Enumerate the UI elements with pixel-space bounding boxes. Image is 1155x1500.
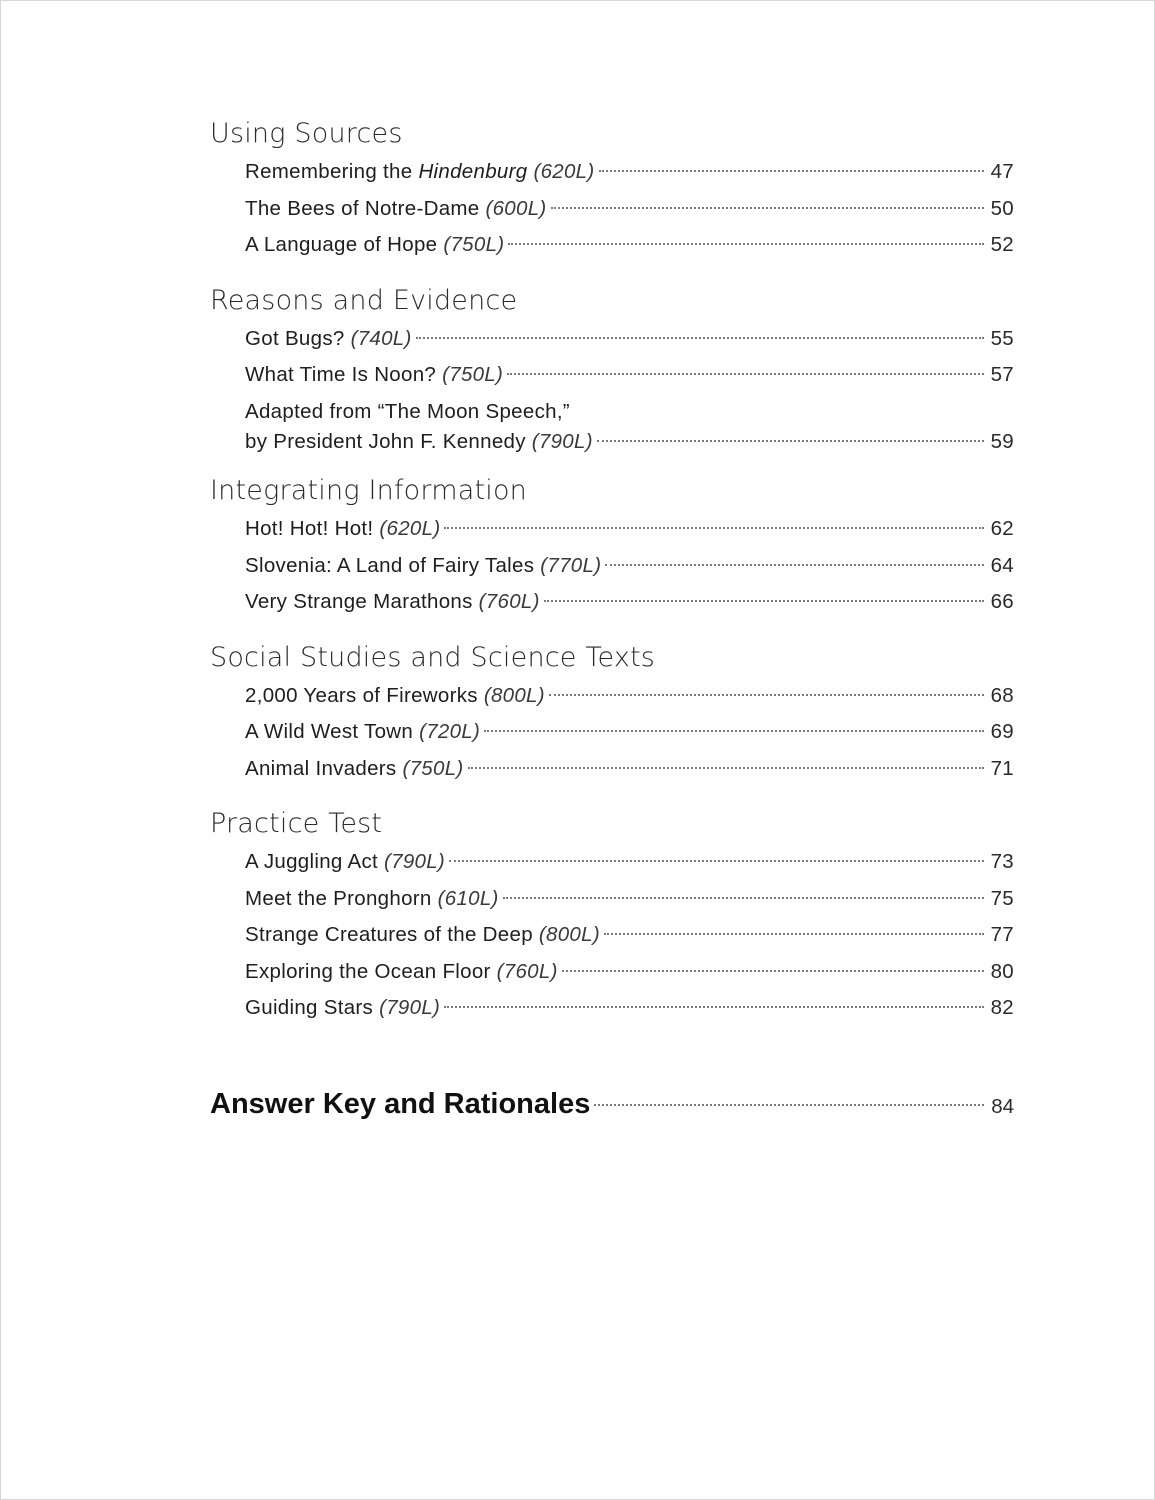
- toc-entry[interactable]: [210, 881, 1014, 918]
- toc-entry[interactable]: [210, 751, 1014, 788]
- toc-section-using-sources: [210, 114, 1014, 264]
- entry-title: Hot! Hot! Hot!: [245, 517, 374, 540]
- dot-leader: [508, 243, 984, 245]
- dot-leader: [444, 1006, 984, 1008]
- lexile-level: (790L): [384, 850, 446, 873]
- section-title: Practice Test: [210, 808, 383, 839]
- lexile-level: (790L): [531, 430, 593, 453]
- page-number: 69: [990, 720, 1014, 743]
- toc-entry[interactable]: [210, 357, 1014, 394]
- dot-leader: [449, 860, 984, 862]
- dot-leader: [605, 564, 984, 566]
- lexile-level: (790L): [379, 996, 441, 1019]
- dot-leader: [597, 440, 984, 442]
- table-of-contents: [210, 114, 1014, 1044]
- page-number: 77: [990, 923, 1014, 946]
- entry-title: Slovenia: A Land of Fairy Tales: [245, 553, 535, 577]
- lexile-level: (740L): [350, 326, 412, 350]
- page-number: 50: [990, 196, 1014, 220]
- toc-section-integrating-information: [210, 471, 1014, 621]
- page-number: 84: [991, 1095, 1014, 1118]
- entry-title: What Time Is Noon?: [245, 363, 437, 386]
- page-number: 73: [990, 850, 1014, 873]
- toc-entry[interactable]: [210, 954, 1014, 991]
- section-title: Social Studies and Science Texts: [210, 641, 656, 673]
- entry-title: Animal Invaders: [245, 756, 397, 780]
- dot-leader: [562, 970, 984, 972]
- lexile-level: (620L): [379, 517, 441, 540]
- page-number: 80: [990, 959, 1014, 983]
- page-number: 64: [990, 553, 1014, 577]
- dot-leader: [444, 527, 984, 529]
- answer-key-title: Answer Key and Rationales: [210, 1088, 591, 1120]
- lexile-level: (750L): [443, 233, 505, 256]
- section-title: Using Sources: [210, 118, 403, 149]
- entry-title: 2,000 Years of Fireworks: [245, 683, 478, 707]
- dot-leader: [484, 730, 984, 732]
- page-number: 52: [990, 233, 1014, 256]
- entry-title-italic: Hindenburg: [418, 160, 528, 183]
- page-number: 75: [990, 886, 1014, 910]
- toc-entry[interactable]: [210, 321, 1014, 358]
- lexile-level: (720L): [419, 720, 481, 743]
- entry-title: Exploring the Ocean Floor: [245, 959, 491, 983]
- section-title: Integrating Information: [210, 475, 527, 506]
- entry-title: Remembering the Hindenburg: [245, 160, 528, 183]
- dot-leader: [549, 694, 984, 696]
- toc-section-practice-test: [210, 804, 1014, 1027]
- dot-leader: [416, 337, 984, 339]
- dot-leader: [594, 1104, 984, 1106]
- lexile-level: (800L): [483, 683, 545, 707]
- toc-entry[interactable]: [210, 511, 1014, 548]
- entry-title: Meet the Pronghorn: [245, 886, 432, 910]
- lexile-level: (750L): [442, 363, 504, 386]
- page-number: 62: [990, 517, 1014, 540]
- page-number: 47: [990, 160, 1014, 183]
- page-number: 59: [990, 430, 1014, 453]
- toc-entry[interactable]: [210, 548, 1014, 585]
- entry-title: The Bees of Notre-Dame: [245, 196, 480, 220]
- entry-title-line1: Adapted from “The Moon Speech,”: [245, 399, 570, 423]
- dot-leader: [599, 170, 985, 172]
- section-title: Reasons and Evidence: [210, 284, 518, 316]
- lexile-level: (610L): [437, 886, 499, 910]
- toc-entry[interactable]: [210, 154, 1014, 191]
- toc-entry[interactable]: [210, 584, 1014, 621]
- toc-entry[interactable]: [210, 227, 1014, 264]
- entry-title: Got Bugs?: [245, 326, 345, 350]
- toc-entry-multiline[interactable]: [210, 394, 1014, 455]
- page-number: 82: [990, 996, 1014, 1019]
- lexile-level: (800L): [538, 923, 600, 946]
- entry-title-line2: by President John F. Kennedy: [245, 430, 526, 453]
- toc-entry-answer-key[interactable]: [210, 1088, 1014, 1121]
- dot-leader: [507, 373, 984, 375]
- entry-title: A Language of Hope: [245, 233, 438, 256]
- lexile-level: (760L): [496, 959, 558, 983]
- toc-entry[interactable]: [210, 678, 1014, 715]
- toc-entry[interactable]: [210, 990, 1014, 1027]
- page-number: 55: [990, 326, 1014, 350]
- entry-title: Guiding Stars: [245, 996, 374, 1019]
- entry-title: A Wild West Town: [245, 720, 414, 743]
- page-number: 71: [990, 756, 1014, 780]
- toc-entry[interactable]: [210, 844, 1014, 881]
- entry-title: Strange Creatures of the Deep: [245, 923, 533, 946]
- toc-section-reasons-and-evidence: [210, 281, 1014, 455]
- lexile-level: (760L): [478, 590, 540, 613]
- dot-leader: [544, 600, 984, 602]
- entry-title: Very Strange Marathons: [245, 590, 473, 613]
- lexile-level: (770L): [540, 553, 602, 577]
- dot-leader: [604, 933, 984, 935]
- page-number: 66: [990, 590, 1014, 613]
- toc-entry[interactable]: [210, 191, 1014, 228]
- dot-leader: [551, 207, 984, 209]
- lexile-level: (750L): [402, 756, 464, 780]
- entry-title: A Juggling Act: [245, 850, 378, 873]
- toc-entry[interactable]: [210, 917, 1014, 954]
- page-number: 57: [990, 363, 1014, 386]
- dot-leader: [468, 767, 984, 769]
- dot-leader: [503, 897, 984, 899]
- toc-section-social-studies-and-science: [210, 638, 1014, 788]
- lexile-level: (600L): [485, 196, 547, 220]
- page-number: 68: [990, 683, 1014, 707]
- lexile-level: (620L): [533, 160, 595, 183]
- toc-entry[interactable]: [210, 714, 1014, 751]
